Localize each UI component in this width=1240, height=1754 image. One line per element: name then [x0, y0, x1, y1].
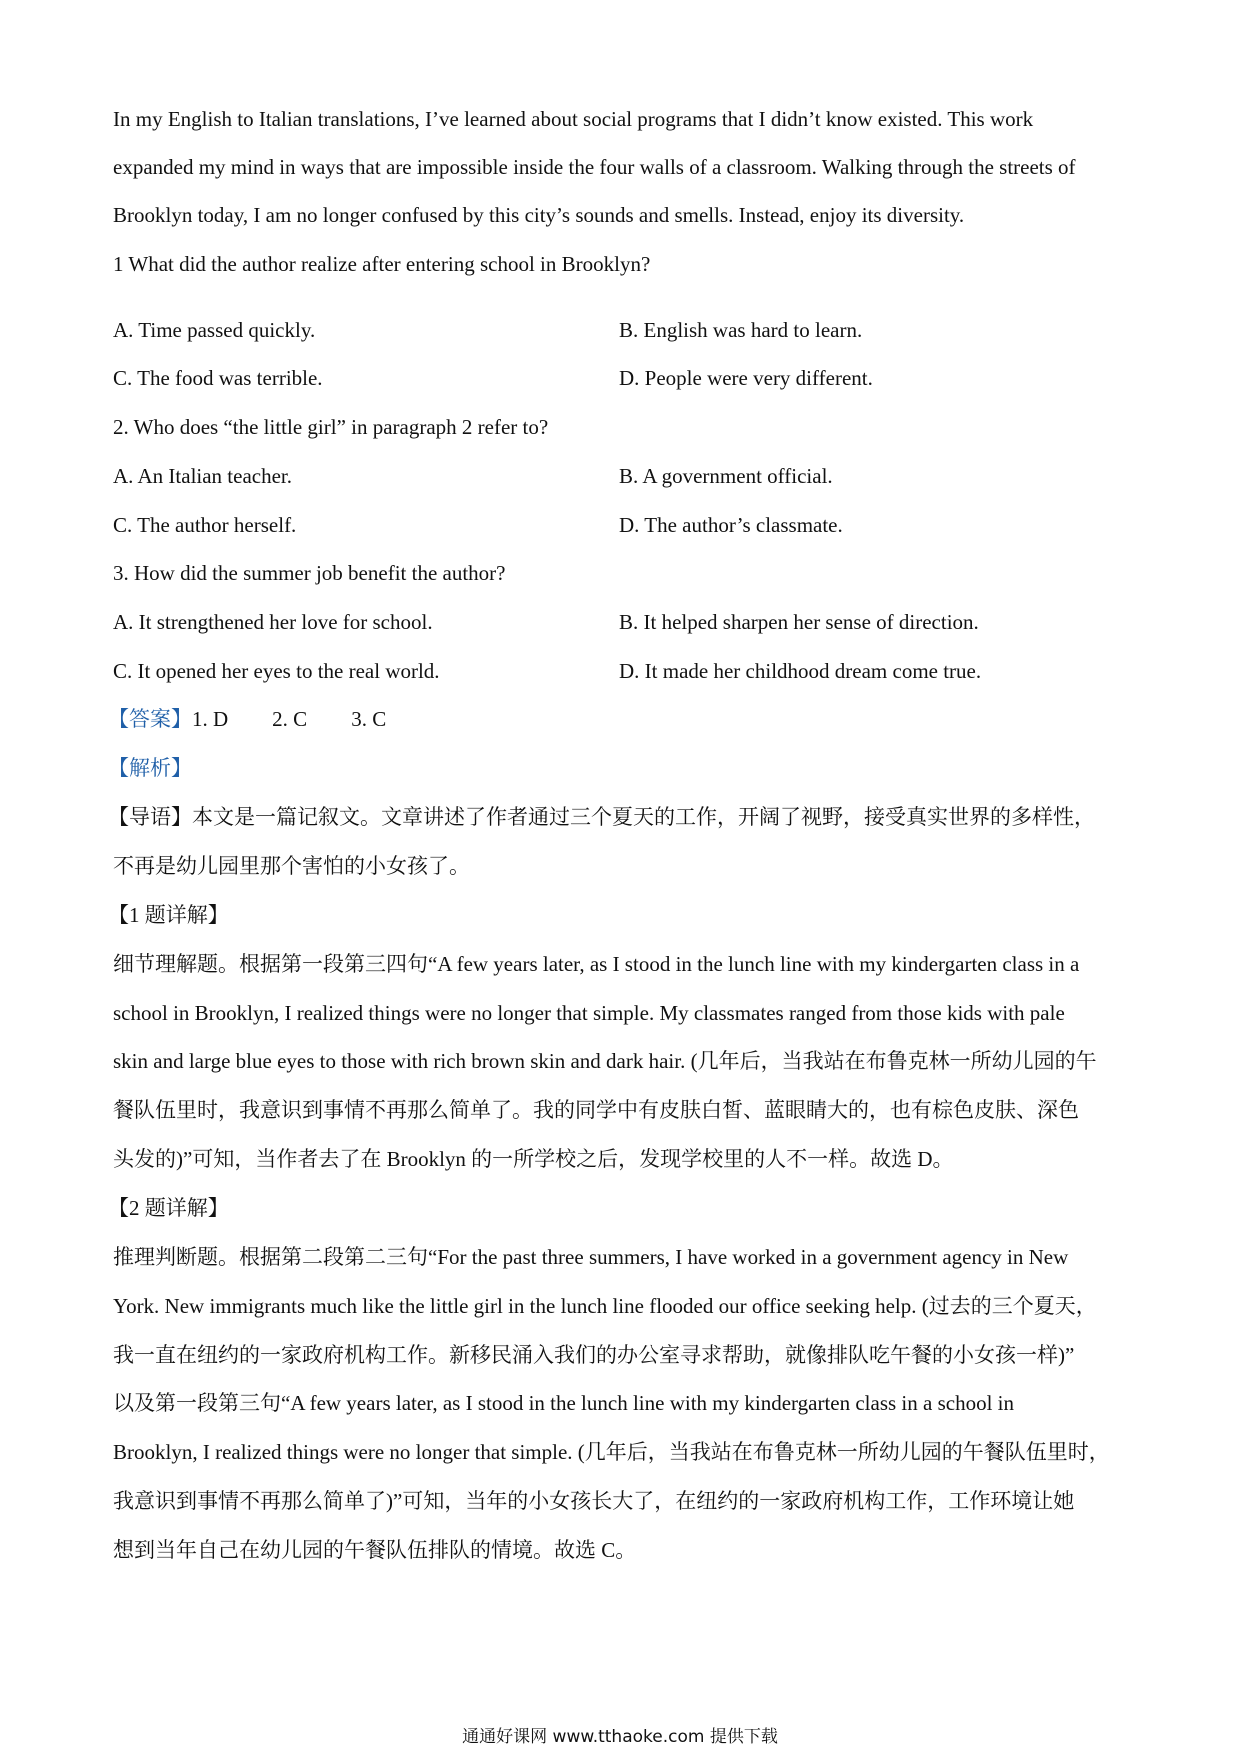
detail-line: 想到当年自己在幼儿园的午餐队伍排队的情境。故选 C。: [113, 1538, 637, 1562]
intro-line: [108, 803, 1138, 831]
detail-line: York. New immigrants much like the little girl in the lunch line flooded our office seeking help. (过去的三个夏天，: [113, 1294, 1097, 1318]
detail-line: 头发的)”可知，当作者去了在 Brooklyn 的一所学校之后，发现学校里的人不一样。故选 D。: [113, 1147, 954, 1171]
page-footer: 通通好课网 www.tthaoke.com 提供下载: [462, 1727, 778, 1747]
option-a: A. An Italian teacher.: [113, 464, 293, 488]
detail-line: 以及第一段第三句“A few years later, as I stood in the lunch line with my kindergarten class in a school in: [113, 1391, 1014, 1415]
option-d: D. It made her childhood dream come true.: [619, 659, 982, 683]
answer-tag: 【答案】: [108, 707, 192, 731]
intro-tag: 【导语】: [108, 805, 192, 829]
option-c: C. The author herself.: [113, 513, 297, 537]
detail-2-title: 【2 题详解】: [108, 1196, 229, 1220]
analysis-tag: 【解析】: [108, 756, 192, 780]
detail-line: 我一直在纽约的一家政府机构工作。新移民涌入我们的办公室寻求帮助，就像排队吃午餐的小女孩一样)”: [113, 1343, 1075, 1367]
option-b: B. A government official.: [619, 464, 833, 488]
intro-line: 不再是幼儿园里那个害怕的小女孩了。: [113, 854, 470, 878]
option-b: B. It helped sharpen her sense of direction.: [619, 610, 979, 634]
detail-line: 餐队伍里时，我意识到事情不再那么简单了。我的同学中有皮肤白皙、蓝眼睛大的，也有棕色皮肤、深色: [113, 1098, 1079, 1122]
detail-line: skin and large blue eyes to those with rich brown skin and dark hair. (几年后，当我站在布鲁克林一所幼儿园的午: [113, 1049, 1097, 1073]
detail-line: 我意识到事情不再那么简单了)”可知，当年的小女孩长大了，在纽约的一家政府机构工作，工作环境让她: [113, 1489, 1075, 1513]
detail-line: school in Brooklyn, I realized things were no longer that simple. My classmates ranged from those kids with pale: [113, 1001, 1065, 1025]
detail-1-title: 【1 题详解】: [108, 903, 229, 927]
option-c: C. It opened her eyes to the real world.: [113, 659, 440, 683]
option-a: A. It strengthened her love for school.: [113, 610, 433, 634]
option-d: D. People were very different.: [619, 366, 873, 390]
intro-text: 本文是一篇记叙文。文章讲述了作者通过三个夏天的工作，开阔了视野，接受真实世界的多样性，: [192, 805, 1095, 829]
option-d: D. The author’s classmate.: [619, 513, 843, 537]
answer-item: 1. D: [192, 707, 229, 731]
option-a: A. Time passed quickly.: [113, 318, 316, 342]
passage-line: Brooklyn today, I am no longer confused by this city’s sounds and smells. Instead, enjoy its diversity.: [113, 203, 965, 227]
detail-line: 细节理解题。根据第一段第三四句“A few years later, as I stood in the lunch line with my kindergarten class in a: [113, 952, 1080, 976]
answer-item: 2. C: [272, 707, 308, 731]
question-stem: 1 What did the author realize after entering school in Brooklyn?: [113, 252, 651, 276]
passage-line: In my English to Italian translations, I’ve learned about social programs that I didn’t know existed. This work: [113, 107, 1034, 131]
question-stem: 3. How did the summer job benefit the author?: [113, 561, 506, 585]
detail-line: Brooklyn, I realized things were no longer that simple. (几年后，当我站在布鲁克林一所幼儿园的午餐队伍里时，: [113, 1440, 1110, 1464]
option-c: C. The food was terrible.: [113, 366, 323, 390]
detail-line: 推理判断题。根据第二段第二三句“For the past three summers, I have worked in a government agency in New: [113, 1245, 1069, 1269]
answer-line: [108, 705, 1138, 733]
question-stem: 2. Who does “the little girl” in paragraph 2 refer to?: [113, 415, 549, 439]
option-b: B. English was hard to learn.: [619, 318, 863, 342]
answer-item: 3. C: [351, 707, 387, 731]
passage-line: expanded my mind in ways that are impossible inside the four walls of a classroom. Walking through the streets of: [113, 155, 1076, 179]
